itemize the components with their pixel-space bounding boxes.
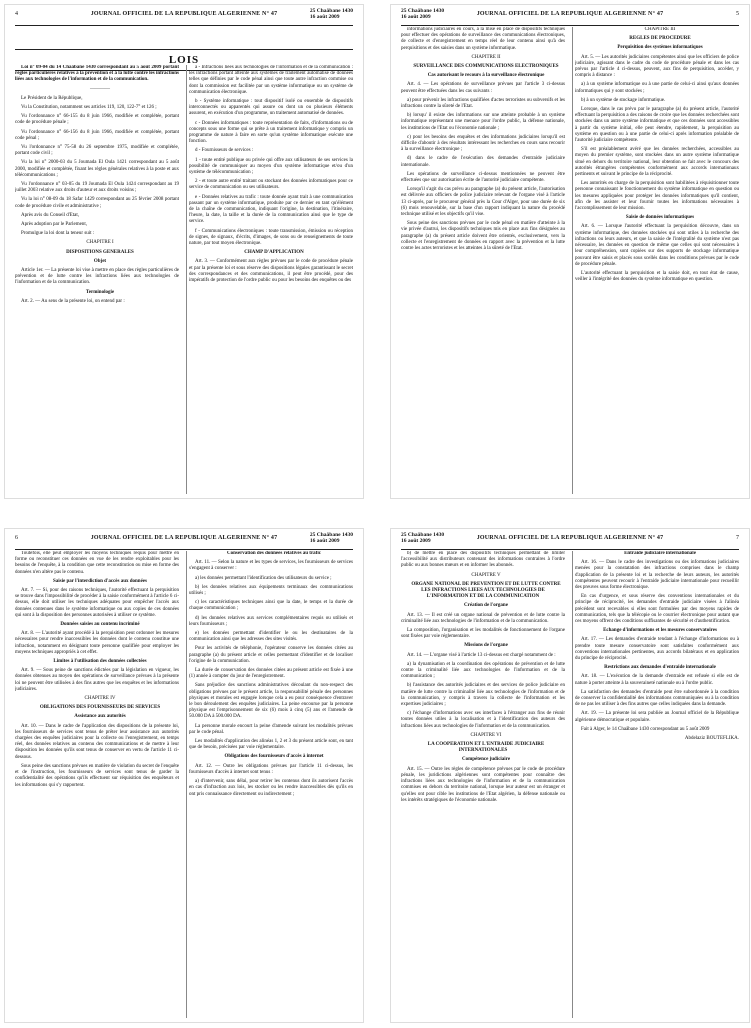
paragraph: Après adoption par le Parlement, bbox=[21, 222, 87, 228]
paragraph: Loi n° 09-04 du 14 Chaâbane 1430 correspondant au 5 août 2009 portant règles particulières relatives à la prévention et à la lutte contre les infractions liées aux technologies de l'information et de la communication. bbox=[15, 65, 179, 83]
paragraph: Abdelaziz BOUTEFLIKA. bbox=[684, 736, 739, 742]
paragraph: Les opérations de surveillance ci-dessus mentionnées ne peuvent être effectuées que sur autorisation écrite de l'autorité judiciaire compétente. bbox=[401, 171, 565, 184]
paragraph: Art. 14. — L'organe visé à l'article 13 ci-dessus est chargé notamment de : bbox=[407, 652, 556, 658]
paragraph: Après avis du Conseil d'Etat, bbox=[21, 212, 79, 218]
paragraph: f - Communications électroniques : toute transmission, émission ou réception de signes, de signaux, d'écrits, d'images, de sons ou de renseignements de toute nature, par tout moyen électronique. bbox=[189, 228, 353, 247]
left-column bbox=[15, 65, 179, 494]
paragraph: Vu l'ordonnance n° 03-05 du 19 Joumada El Oula 1424 correspondant au 19 juillet 2003 relative aux droits d'auteur et aux droits voisins ; bbox=[15, 182, 179, 194]
section-banner: LOIS bbox=[15, 49, 353, 71]
paragraph: Art. 9. — Sous peine de sanctions édictées par la législation en vigueur, les données obtenues au moyen des opérations de surveillance prévues à la présente loi ne peuvent être utilisées à des fins autres que les enquêtes et les informations judiciaires. bbox=[15, 668, 179, 692]
section-heading: CHAPITRE VI bbox=[470, 732, 502, 738]
paragraph: Vu la loi n° 2000-03 du 5 Joumada El Oula 1421 correspondant au 5 août 2000, modifiée et complétée, fixant les règles générales relatives à la poste et aux télécommunications ; bbox=[15, 160, 179, 178]
section-heading: CHAMP D'APPLICATION bbox=[244, 250, 304, 256]
column-rule bbox=[186, 551, 187, 1018]
section-heading: CHAPITRE II bbox=[471, 54, 501, 60]
paragraph: a) pour prévenir les infractions qualifiées d'actes terroristes ou subversifs et les infractions contre la sûreté de l'Etat. bbox=[401, 97, 565, 110]
column-rule bbox=[186, 65, 187, 494]
left-column bbox=[401, 27, 565, 494]
right-column bbox=[575, 551, 739, 1018]
paragraph: Vu l'ordonnance n° 66-155 du 8 juin 1966, modifiée et complétée, portant code de procédure pénale ; bbox=[15, 114, 179, 126]
paragraph: c) pour les besoins des enquêtes et des informations judiciaires lorsqu'il est difficile d'aboutir à des résultats intéressant les recherches en cours sans recourir à la surveillance électronique ; bbox=[401, 134, 565, 153]
paragraph: Les autorités en charge de la perquisition sont habilitées à réquisitionner toute personne connaissant le fonctionnement du système informatique en question ou les mesures appliquées pour protéger les données informatiques qu'il contient, afin de les assister et leur fournir toutes les informations nécessaires à l'accomplissement de leur mission. bbox=[575, 181, 739, 212]
paragraph: Le Président de la République, bbox=[21, 95, 83, 101]
journal-page-5 bbox=[390, 4, 750, 499]
column-rule bbox=[572, 27, 573, 494]
paragraph: Art. 10. — Dans le cadre de l'application des dispositions de la présente loi, les fournisseurs de services sont tenus de prêter leur assistance aux autorités chargées des enquêtes judiciaires pour la collecte ou l'enregistrement, en temps réel, des données relatives au contenu des communications et de mettre à leur disposition les données qu'ils sont tenus de conserver en vertu de l'article 11 ci-dessous. bbox=[15, 723, 179, 760]
paragraph: b) les données relatives aux équipements terminaux des communications utilisés ; bbox=[189, 584, 353, 597]
issue-date: 25 Chaâbane 1430 16 août 2009 bbox=[309, 8, 353, 20]
paragraph: e - Données relatives au trafic : toute donnée ayant trait à une communication passant par un système informatique, produite par ce dernier en tant qu'élément de la chaîne de communication, indiquant l'origine, la destination, l'itinéraire, l'heure, la date, la taille et la durée de la communication ainsi que le type de service. bbox=[189, 194, 353, 225]
paragraph: Art. 19. — La présente loi sera publiée au Journal officiel de la République algérienne démocratique et populaire. bbox=[575, 711, 739, 723]
paragraph: a) la dynamisation et la coordination des opérations de prévention et de lutte contre la criminalité liée aux technologies de l'information et de la communication ; bbox=[401, 661, 565, 680]
paragraph: Vu l'ordonnance n° 66-156 du 8 juin 1966, modifiée et complétée, portant code pénal ; bbox=[15, 129, 179, 141]
section-heading: REGLES DE PROCEDURE bbox=[629, 36, 691, 42]
paragraph: Vu la Constitution, notamment ses articles 119, 120, 122-7° et 126 ; bbox=[21, 105, 157, 111]
paragraph: Sans préjudice des sanctions administratives découlant du non-respect des obligations prévues par le présent article, la responsabilité pénale des personnes physiques et morales est engagée lorsque cela a eu pour conséquence d'entraver le bon déroulement des enquêtes judiciaires. La peine encourue par la personne physique est l'emprisonnement de six (6) mois à cinq (5) ans et l'amende de 50.000 DA à 500.000 DA. bbox=[189, 683, 353, 720]
issue-date: 25 Chaâbane 1430 16 août 2009 bbox=[401, 8, 445, 20]
page-number: 6 bbox=[15, 535, 18, 541]
paragraph: Art. 11. — Selon la nature et les types de services, les fournisseurs de services s'engagent à conserver : bbox=[189, 560, 353, 572]
paragraph: Vu la loi n° 08-09 du 18 Safar 1429 correspondant au 25 février 2008 portant code de procédure civile et administrative ; bbox=[15, 197, 179, 209]
paragraph: S'il est préalablement avéré que les données recherchées, accessibles au moyen du premier système, sont stockées dans un autre système informatique situé en dehors du territoire national, leur obtention se fait avec le concours des autorités étrangères compétentes conformément aux accords internationaux pertinents et suivant le principe de la réciprocité. bbox=[575, 147, 739, 178]
paragraph: La satisfaction des demandes d'entraide peut être subordonnée à la condition de conserver la confidentialité des informations communiquées ou à la condition de ne pas les utiliser à des fins autres que celles indiquées dans la demande. bbox=[575, 689, 739, 708]
section-heading: Conservation des données relatives au trafic bbox=[227, 551, 321, 556]
section-heading: Restrictions aux demandes d'entraide internationale bbox=[604, 665, 716, 671]
paragraph: informations judiciaires en cours, à la mise en place de dispositifs techniques pour effectuer des opérations de surveillance des communications électroniques, de collecte et d'enregistrement en temps réel de leur contenu ainsi qu'à des perquisitions et des saisies dans un système informatique. bbox=[401, 27, 565, 51]
paragraph: Pour les activités de téléphonie, l'opérateur conserve les données citées au paragraphe (a) du présent article et celles permettant d'identifier et de localiser l'origine de la communication. bbox=[189, 646, 353, 664]
paragraph: Fait à Alger, le 14 Chaâbane 1430 correspondant au 5 août 2009 bbox=[581, 726, 710, 732]
paragraph: b) de mettre en place des dispositifs techniques permettant de limiter l'accessibilité aux distributeurs contenant des informations contraires à l'ordre public ou aux bonnes mœurs et en informer les abonnés. bbox=[401, 551, 565, 569]
paragraph: 2 - et toute autre entité traitant ou stockant des données informatiques pour ce service de communication ou ses utilisateurs. bbox=[189, 179, 353, 191]
paragraph: Art. 8. — L'autorité ayant procédé à la perquisition peut ordonner les mesures nécessaires pour rendre inaccessibles les données dont le contenu constitue une infraction, notamment en désignant toute personne qualifiée pour employer les moyens techniques appropriés à cet effet. bbox=[15, 631, 179, 655]
journal-title: JOURNAL OFFICIEL DE LA REPUBLIQUE ALGERIENNE N° 47 bbox=[90, 11, 278, 17]
paragraph: Sous peine des sanctions prévues en matière de violation du secret de l'enquête et de l'instruction, les fournisseurs de services sont tenus de garder la confidentialité des opérations qu'ils effectuent sur réquisition des enquêteurs et les informations qui s'y rapportent. bbox=[15, 763, 179, 788]
left-column bbox=[401, 551, 565, 1018]
paragraph: ———— bbox=[90, 86, 110, 92]
right-column bbox=[189, 551, 353, 1018]
journal-page-4 bbox=[4, 4, 364, 499]
paragraph: Art. 15. — Outre les règles de compétence prévues par le code de procédure pénale, les juridictions algériennes sont compétentes pour connaître des infractions liées aux technologies de l'information et de la communication commises en dehors du territoire national, lorsque leur auteur est un étranger et qu'elles ont pour cible les institutions de l'Etat algérien, la défense nationale ou les intérêts stratégiques de l'économie nationale. bbox=[401, 766, 565, 803]
section-heading: Missions de l'organe bbox=[464, 643, 508, 649]
paragraph: e) les données permettant d'identifier le ou les destinataires de la communication ainsi que les adresses des sites visités. bbox=[189, 631, 353, 643]
section-heading: CHAPITRE I bbox=[86, 240, 114, 246]
paragraph: Sous peine des sanctions prévues par le code pénal en matière d'atteinte à la vie privée d'autrui, les dispositifs techniques mis en place aux fins désignées au paragraphe (a) du présent article doivent être orientés, exclusivement, vers la collecte et l'enregistrement de données en rapport avec la prévention et la lutte contre les actes terroristes et les atteintes à la sûreté de l'Etat. bbox=[401, 221, 565, 252]
paragraph: a) d'intervenir, sans délai, pour retirer les contenus dont ils autorisent l'accès en cas d'infraction aux lois, les stocker ou les rendre inaccessibles dès qu'ils en ont pris connaissance directement ou indirectement ; bbox=[189, 779, 353, 797]
page-number: 5 bbox=[736, 11, 739, 17]
paragraph: Lorsqu'il s'agit du cas prévu au paragraphe (a) du présent article, l'autorisation est délivrée aux officiers de police judiciaire relevant de l'organe visé à l'article 13 ci-après, par le procureur général près la Cour d'Alger, pour une durée de six (6) mois renouvelable, sur la base d'un rapport indiquant la nature du procédé technique utilisé et les objectifs qu'il vise. bbox=[401, 187, 565, 218]
paragraph: Art. 2. — Au sens de la présente loi, on entend par : bbox=[21, 298, 125, 304]
paragraph: b - Système informatique : tout dispositif isolé ou ensemble de dispositifs interconnectés ou apparentés qui assure ou dont un ou plusieurs éléments assurent, en exécution d'un programme, un traitement automatisé de données. bbox=[189, 99, 353, 117]
paragraph: d) dans le cadre de l'exécution des demandes d'entraide judiciaire internationale. bbox=[401, 156, 565, 168]
paragraph: Art. 16. — Dans le cadre des investigations ou des informations judiciaires menées pour la constatation des infractions comprises dans le champ d'application de la présente loi et la recherche de leurs auteurs, les autorités compétentes peuvent recourir à l'entraide judiciaire internationale pour recueillir des preuves sous forme électronique. bbox=[575, 560, 739, 591]
paragraph: En cas d'urgence, et sous réserve des conventions internationales et du principe de réciprocité, les demandes d'entraide judiciaire visées à l'alinéa précédent sont recevables si elles sont formulées par des moyens rapides de communication, tels que la télécopie ou le courrier électronique pour autant que ces moyens offrent des conditions suffisantes de sécurité et d'authentification. bbox=[575, 594, 739, 625]
section-heading: Création de l'organe bbox=[464, 603, 508, 609]
paragraph: Art. 18. — L'exécution de la demande d'entraide est refusée si elle est de nature à porter atteinte à la souveraineté nationale ou à l'ordre public. bbox=[575, 674, 739, 686]
section-heading: Echange d'informations et les mesures conservatoires bbox=[603, 628, 717, 634]
page-number: 7 bbox=[736, 535, 739, 541]
journal-title: JOURNAL OFFICIEL DE LA REPUBLIQUE ALGERIENNE N° 47 bbox=[90, 535, 278, 541]
paragraph: Art. 6. — Lorsque l'autorité effectuant la perquisition découvre, dans un système informatique, des données stockées qui sont utiles à la recherche des infractions ou leurs auteurs, et que la saisie de l'intégralité du système n'est pas nécessaire, les données en question de même que celles qui sont nécessaires à leur compréhension, sont copiées sur des supports de stockage informatique pouvant être saisis et placés sous scellés dans les conditions prévues par le code de procédure pénale. bbox=[575, 224, 739, 267]
section-heading: CHAPITRE IV bbox=[84, 696, 116, 702]
paragraph: a - Infractions liées aux technologies de l'information et de la communication : les infractions portant atteinte aux systèmes de traitement automatisé de données telles que définies par le code pénal ainsi que toute autre infraction commise ou dont la commission est facilitée par un système informatique ou un système de communication électronique. bbox=[189, 65, 353, 95]
paragraph: Lorsque, dans le cas prévu par le paragraphe (a) du présent article, l'autorité effectuant la perquisition a des raisons de croire que les données recherchées sont stockées dans un autre système informatique et que ces données sont accessibles à partir du système initial, elle peut étendre, rapidement, la perquisition au système en question ou à une partie de celui-ci après information préalable de l'autorité judiciaire compétente. bbox=[575, 107, 739, 144]
paragraph: b) lorsqu' il existe des informations sur une atteinte probable à un système informatique représentant une menace pour l'ordre public, la défense nationale, les institutions de l'Etat ou l'économie nationale ; bbox=[401, 113, 565, 131]
section-heading: OBLIGATIONS DES FOURNISSEURS DE SERVICES bbox=[39, 705, 161, 711]
journal-page-7 bbox=[390, 528, 750, 1023]
section-heading: SURVEILLANCE DES COMMUNICATIONS ELECTRONIQUES bbox=[413, 64, 559, 70]
section-heading: Données saisies au contenu incriminé bbox=[60, 622, 140, 628]
issue-date: 25 Chaâbane 1430 16 août 2009 bbox=[401, 532, 445, 544]
paragraph: Promulgue la loi dont la teneur suit : bbox=[21, 231, 95, 237]
section-heading: Cas autorisant le recours à la surveillance électronique bbox=[427, 73, 545, 79]
paragraph: Art. 3. — Conformément aux règles prévues par le code de procédure pénale et par la présente loi et sous réserve des dispositions légales garantissant le secret des correspondances et des communications, il peut être procédé, pour des impératifs de protection de l'ordre public ou pour les besoins des enquêtes ou des bbox=[189, 259, 353, 284]
paragraph: Art. 12. — Outre les obligations prévues par l'article 11 ci-dessus, les fournisseurs d'accès à internet sont tenus : bbox=[189, 763, 353, 775]
paragraph: Art. 13. — Il est créé un organe national de prévention et de lutte contre la criminalité liée aux technologies de l'information et de la communication. bbox=[401, 612, 565, 624]
paragraph: Toutefois, elle peut employer les moyens techniques requis pour mettre en forme ou reconstituer ces données en vue de les rendre exploitables pour les besoins de l'enquête, à la condition que cette reconstitution ou mise en forme des données n'en altère pas le contenu. bbox=[15, 551, 179, 575]
paragraph: d) les données relatives aux services complémentaires requis ou utilisés et leurs fournisseurs ; bbox=[189, 615, 353, 627]
section-heading: ORGANE NATIONAL DE PREVENTION ET DE LUTTE CONTRE LES INFRACTIONS LIEES AUX TECHNOLOGIES DE L'INFORMATION ET DE LA COMMUNICATION bbox=[411, 581, 561, 600]
section-heading: Obligations des fournisseurs d'accès à internet bbox=[224, 754, 324, 760]
paragraph: a) à un système informatique ou à une partie de celui-ci ainsi qu'aux données informatiques qui y sont stockées ; bbox=[575, 82, 739, 94]
section-heading: DISPOSITIONS GENERALES bbox=[66, 249, 134, 255]
section-heading: Assistance aux autorités bbox=[74, 714, 126, 720]
right-column bbox=[189, 65, 353, 494]
section-heading: Terminologie bbox=[85, 289, 115, 295]
paragraph: Art. 4. — Les opérations de surveillance prévues par l'article 3 ci-dessus peuvent être effectuées dans les cas suivants : bbox=[401, 82, 565, 94]
right-column bbox=[575, 27, 739, 494]
paragraph: 1 - toute entité publique ou privée qui offre aux utilisateurs de ses services la possibilité de communiquer au moyen d'un système informatique et/ou d'un système de télécommunication ; bbox=[189, 157, 353, 176]
section-heading: Entraide judiciaire internationale bbox=[624, 551, 696, 556]
paragraph: Art. 5. — Les autorités judiciaires compétentes ainsi que les officiers de police judiciaire, agissant dans le cadre du code de procédure pénale et dans les cas prévus par l'article 4 ci-dessus, peuvent, aux fins de perquisition, accéder, y compris à distance : bbox=[575, 54, 739, 79]
paragraph: c) les caractéristiques techniques ainsi que la date, le temps et la durée de chaque communication ; bbox=[189, 600, 353, 612]
section-heading: Saisie de données informatiques bbox=[625, 215, 695, 221]
section-heading: CHAPITRE III bbox=[644, 27, 676, 32]
paragraph: Les modalités d'application des alinéas 1, 2 et 3 du présent article sont, en tant que de besoin, précisées par voie réglementaire. bbox=[189, 739, 353, 751]
paragraph: L'autorité effectuant la perquisition et la saisie doit, en tout état de cause, veiller à l'intégrité des données du système informatique en question. bbox=[575, 270, 739, 283]
paragraph: b) à un système de stockage informatique. bbox=[581, 97, 666, 103]
paragraph: c) l'échange d'informations avec ses interfaces à l'étranger aux fins de réunir toutes données utiles à la localisation et à l'identification des auteurs des infractions liées aux technologies de l'information et de la communication. bbox=[401, 711, 565, 729]
journal-title: JOURNAL OFFICIEL DE LA REPUBLIQUE ALGERIENNE N° 47 bbox=[476, 535, 664, 541]
column-rule bbox=[572, 551, 573, 1018]
paragraph: b) l'assistance des autorités judiciaires et des services de police judiciaire en matière de lutte contre la criminalité liée aux technologies de l'information et de la communication, y compris à travers la collecte de l'information et les expertises judiciaires ; bbox=[401, 683, 565, 708]
page-header bbox=[401, 7, 739, 26]
section-heading: Saisie par l'interdiction d'accès aux données bbox=[53, 578, 147, 584]
issue-date: 25 Chaâbane 1430 16 août 2009 bbox=[309, 532, 353, 544]
paragraph: Vu l'ordonnance n° 75-58 du 26 septembre 1975, modifiée et complétée, portant code civil ; bbox=[15, 145, 179, 157]
paragraph: La composition, l'organisation et les modalités de fonctionnement de l'organe sont fixées par voie réglementaire. bbox=[401, 628, 565, 640]
paragraph: Article 1er. — La présente loi vise à mettre en place des règles particulières de prévention et de lutte contre les infractions liées aux technologies de l'information et de la communication. bbox=[15, 268, 179, 286]
section-heading: Perquisition des systèmes informatiques bbox=[617, 45, 703, 51]
paragraph: La personne morale encourt la peine d'amende suivant les modalités prévues par le code pénal. bbox=[189, 723, 353, 735]
section-heading: Limites à l'utilisation des données collectées bbox=[53, 659, 147, 665]
page-header bbox=[401, 531, 739, 550]
journal-page-6 bbox=[4, 528, 364, 1023]
section-heading: Objet bbox=[93, 258, 107, 264]
paragraph: Art. 7. — Si, pour des raisons techniques, l'autorité effectuant la perquisition se trouve dans l'impossibilité de procéder à la saisie conformément à l'article 6 ci-dessus, elle doit utiliser les techniques adéquates pour empêcher l'accès aux données contenues dans le système informatique ou aux copies de ces données qui sont à la disposition des personnes autorisées à utiliser ce système. bbox=[15, 588, 179, 618]
left-column bbox=[15, 551, 179, 1018]
paragraph: d - Fournisseurs de services : bbox=[195, 148, 254, 154]
journal-title: JOURNAL OFFICIEL DE LA REPUBLIQUE ALGERIENNE N° 47 bbox=[476, 11, 664, 17]
section-heading: Compétence judiciaire bbox=[461, 757, 511, 763]
paragraph: a) les données permettant l'identification des utilisateurs du service ; bbox=[195, 575, 332, 581]
page-header bbox=[15, 531, 353, 550]
section-heading: LA COOPERATION ET L'ENTRAIDE JUDICIAIRE INTERNATIONALES bbox=[427, 742, 545, 754]
paragraph: c - Données informatiques : toute représentation de faits, d'informations ou de concepts sous une forme qui se prête à un traitement informatique y compris un programme de nature à faire en sorte qu'un système informatique exécute une fonction. bbox=[189, 120, 353, 145]
paragraph: Art. 17. — Les demandes d'entraide tendant à l'échange d'informations ou à prendre toute mesure conservatoire sont satisfaites conformément aux conventions internationales pertinentes, aux accords bilatéraux et en application du principe de réciprocité. bbox=[575, 637, 739, 662]
section-heading: CHAPITRE V bbox=[471, 572, 501, 578]
paragraph: La durée de conservation des données citées au présent article est fixée à une (1) année à compter du jour de l'enregistrement. bbox=[189, 668, 353, 680]
page-header bbox=[15, 7, 353, 26]
page-number: 4 bbox=[15, 11, 18, 17]
